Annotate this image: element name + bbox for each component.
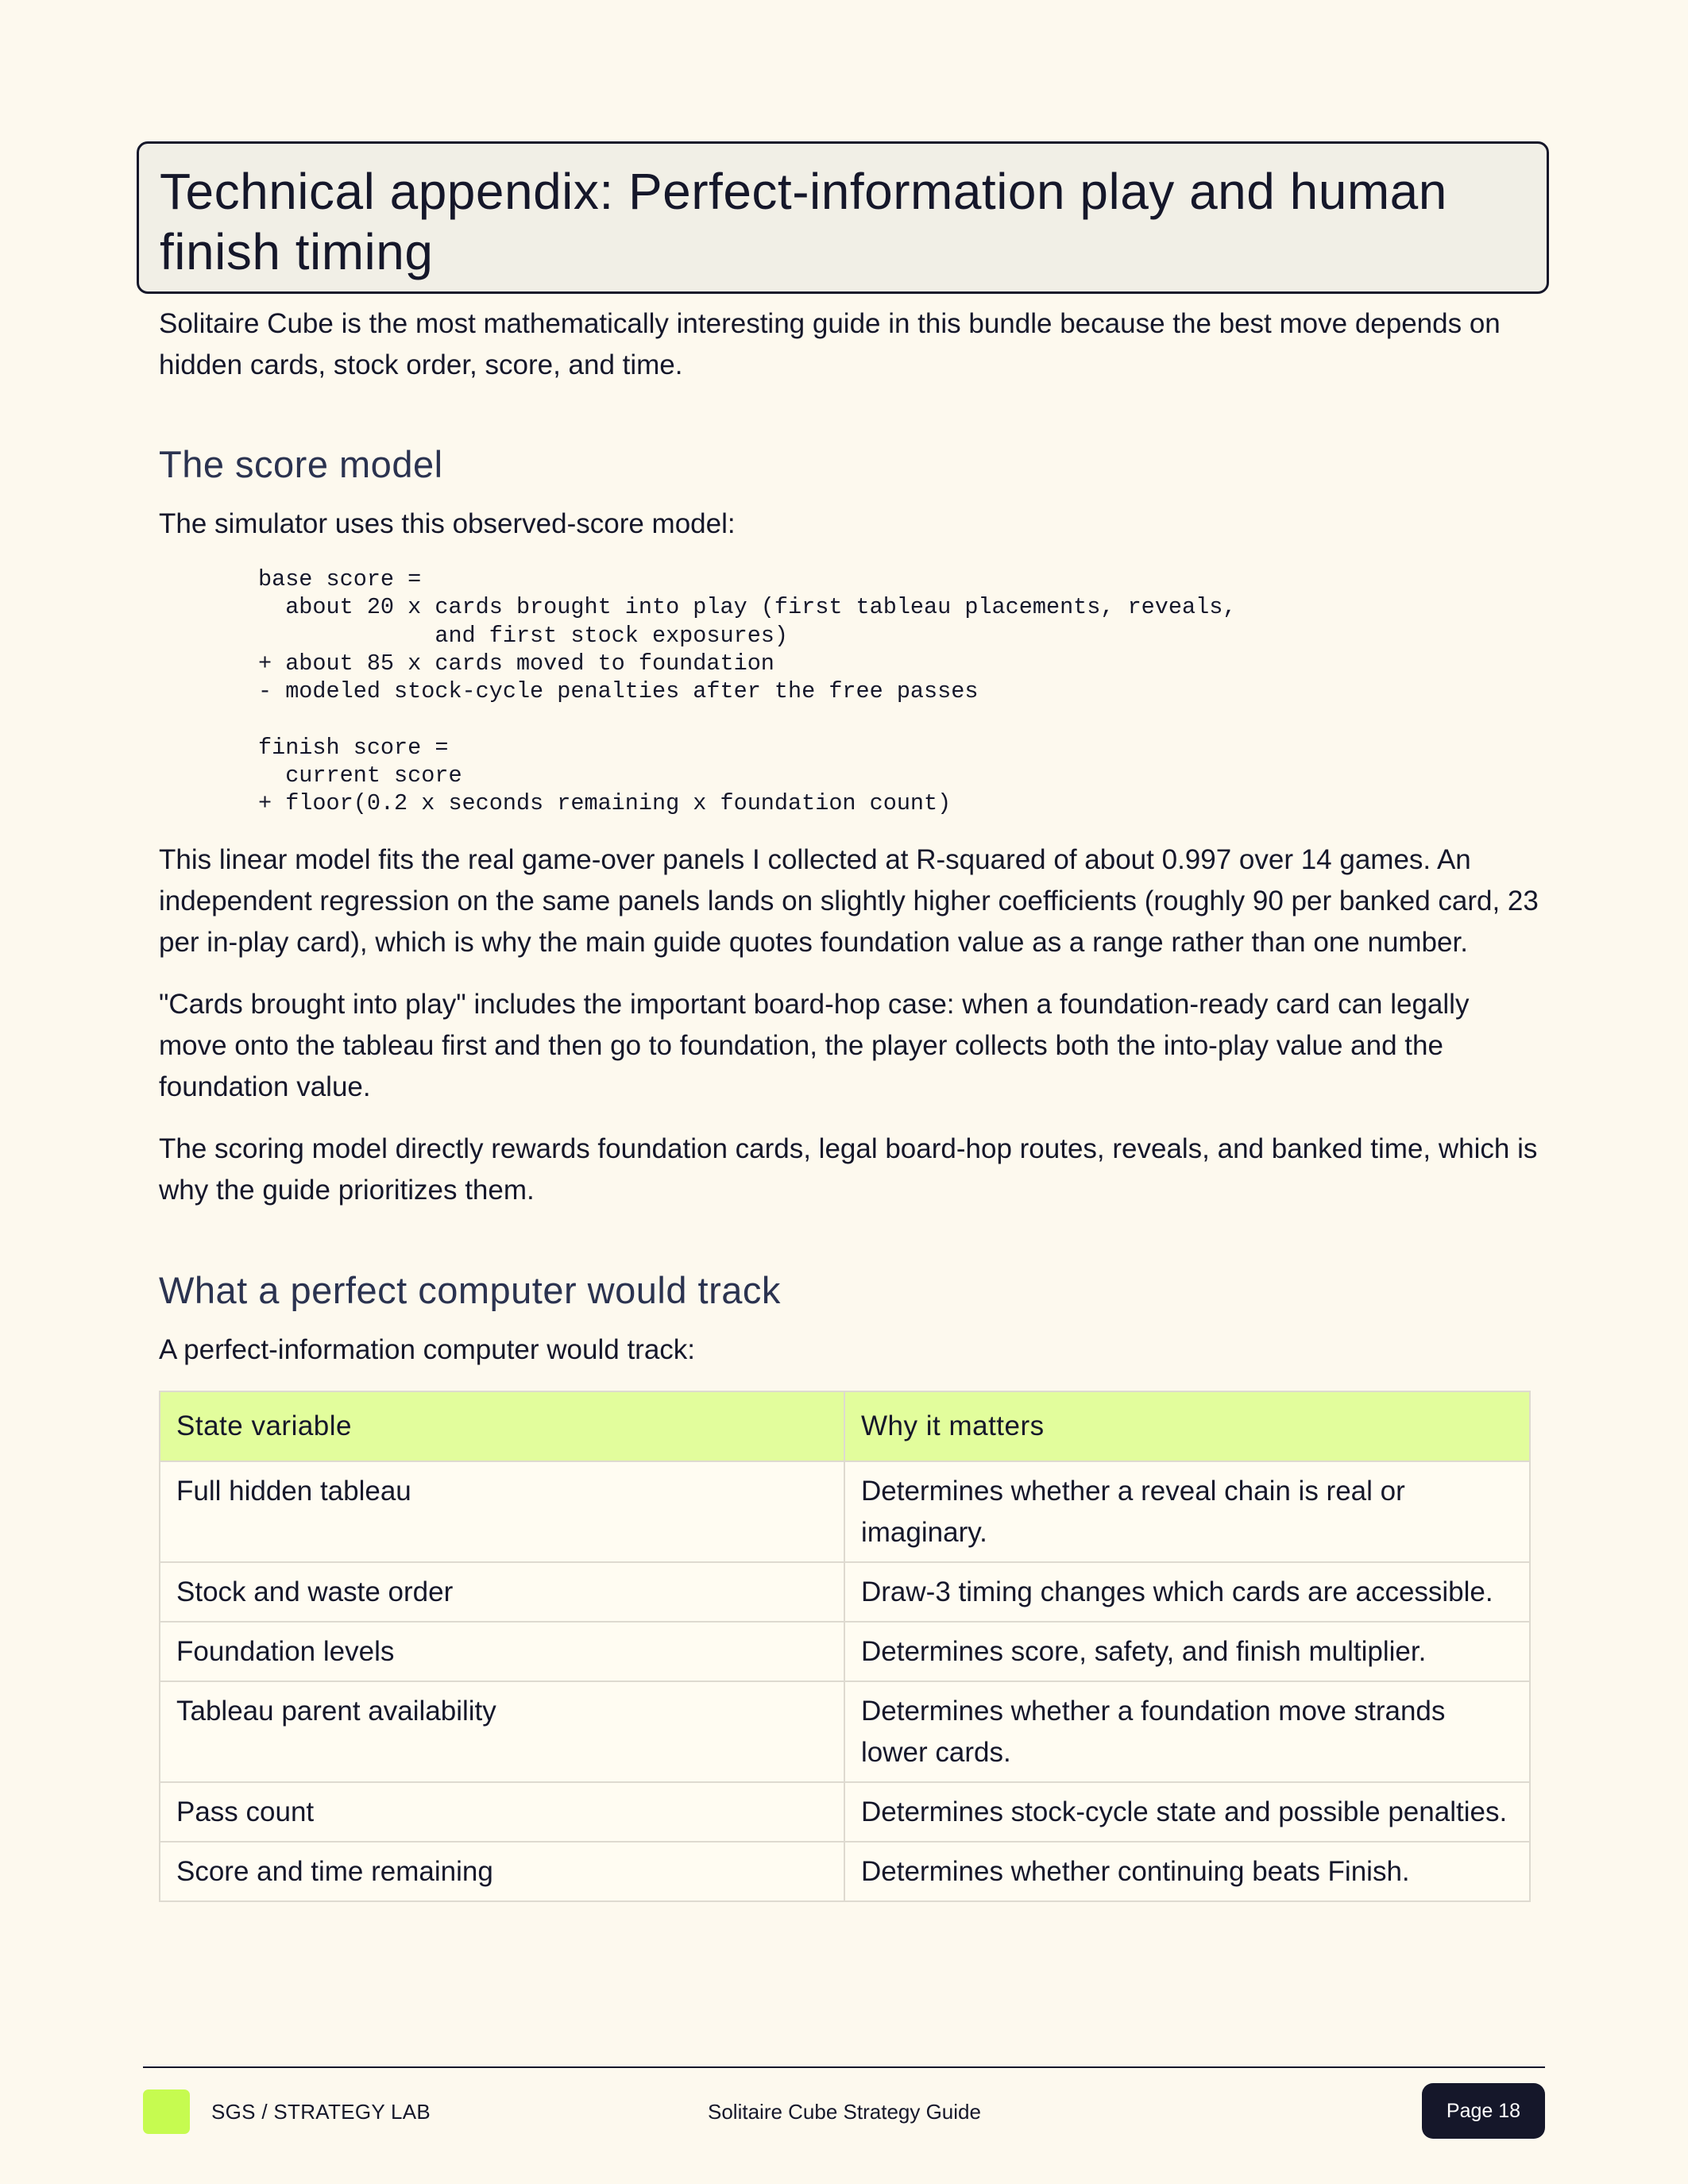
board-hop-paragraph: "Cards brought into play" includes the important board-hop case: when a foundation-ready card can legally move onto the tableau first and then go to foundation, the player collects both the into-play value and the foundation value. <box>159 989 1470 1102</box>
brand-square-icon <box>143 2089 190 2134</box>
why-it-matters-cell: Determines whether a foundation move strands lower cards. <box>844 1681 1530 1782</box>
table-row <box>160 1562 1530 1622</box>
column-header-why-it-matters: Why it matters <box>844 1391 1530 1461</box>
score-model-lead: The simulator uses this observed-score model: <box>159 508 736 539</box>
footer-divider <box>143 2066 1545 2068</box>
why-it-matters-cell: Determines whether a reveal chain is real or imaginary. <box>844 1461 1530 1562</box>
tracking-lead: A perfect-information computer would track: <box>159 1334 696 1365</box>
title-box <box>137 141 1549 294</box>
why-it-matters-cell: Draw-3 timing changes which cards are accessible. <box>844 1562 1530 1622</box>
page-number-badge: Page 18 <box>1422 2083 1545 2139</box>
state-variable-cell: Foundation levels <box>160 1622 844 1681</box>
table-row <box>160 1782 1530 1842</box>
why-it-matters-cell: Determines whether continuing beats Finish. <box>844 1842 1530 1901</box>
table-row <box>160 1622 1530 1681</box>
section-heading-score-model: The score model <box>159 443 443 485</box>
table-row <box>160 1842 1530 1901</box>
footer-guide-title: Solitaire Cube Strategy Guide <box>708 2100 981 2124</box>
why-it-matters-cell: Determines stock-cycle state and possible penalties. <box>844 1782 1530 1842</box>
scoring-rewards-paragraph: The scoring model directly rewards foundation cards, legal board-hop routes, reveals, and banked time, which is why the guide prioritizes them. <box>159 1133 1538 1206</box>
state-variable-cell: Pass count <box>160 1782 844 1842</box>
table-row <box>160 1681 1530 1782</box>
state-variable-cell: Tableau parent availability <box>160 1681 844 1782</box>
why-it-matters-cell: Determines score, safety, and finish multiplier. <box>844 1622 1530 1681</box>
table-header-row <box>160 1391 1530 1461</box>
state-variable-cell: Stock and waste order <box>160 1562 844 1622</box>
section-heading-perfect-computer: What a perfect computer would track <box>159 1269 781 1311</box>
state-variable-cell: Score and time remaining <box>160 1842 844 1901</box>
column-header-state-variable: State variable <box>160 1391 844 1461</box>
score-formula-code: base score = about 20 x cards brought into play (first tableau placements, reveals, and first stock exposures) + about 85 x cards moved to foundation - modeled stock-cycle penalties after the free passes finish score = current score + floor(0.2 x seconds remaining x foundation count) <box>258 566 1237 817</box>
model-fit-paragraph: This linear model fits the real game-over panels I collected at R-squared of about 0.997 over 14 games. An independent regression on the same panels lands on slightly higher coefficients (roughly 90 per banked card, 23 per in-play card), which is why the main guide quotes foundation value as a range rather than one number. <box>159 844 1539 958</box>
intro-paragraph: Solitaire Cube is the most mathematically interesting guide in this bundle because the best move depends on hidden cards, stock order, score, and time. <box>159 308 1501 380</box>
page-title: Technical appendix: Perfect-information play and human finish timing <box>160 163 1447 280</box>
state-variable-cell: Full hidden tableau <box>160 1461 844 1562</box>
state-variable-table <box>159 1391 1531 1902</box>
footer-brand: SGS / STRATEGY LAB <box>211 2100 431 2124</box>
table-row <box>160 1461 1530 1562</box>
